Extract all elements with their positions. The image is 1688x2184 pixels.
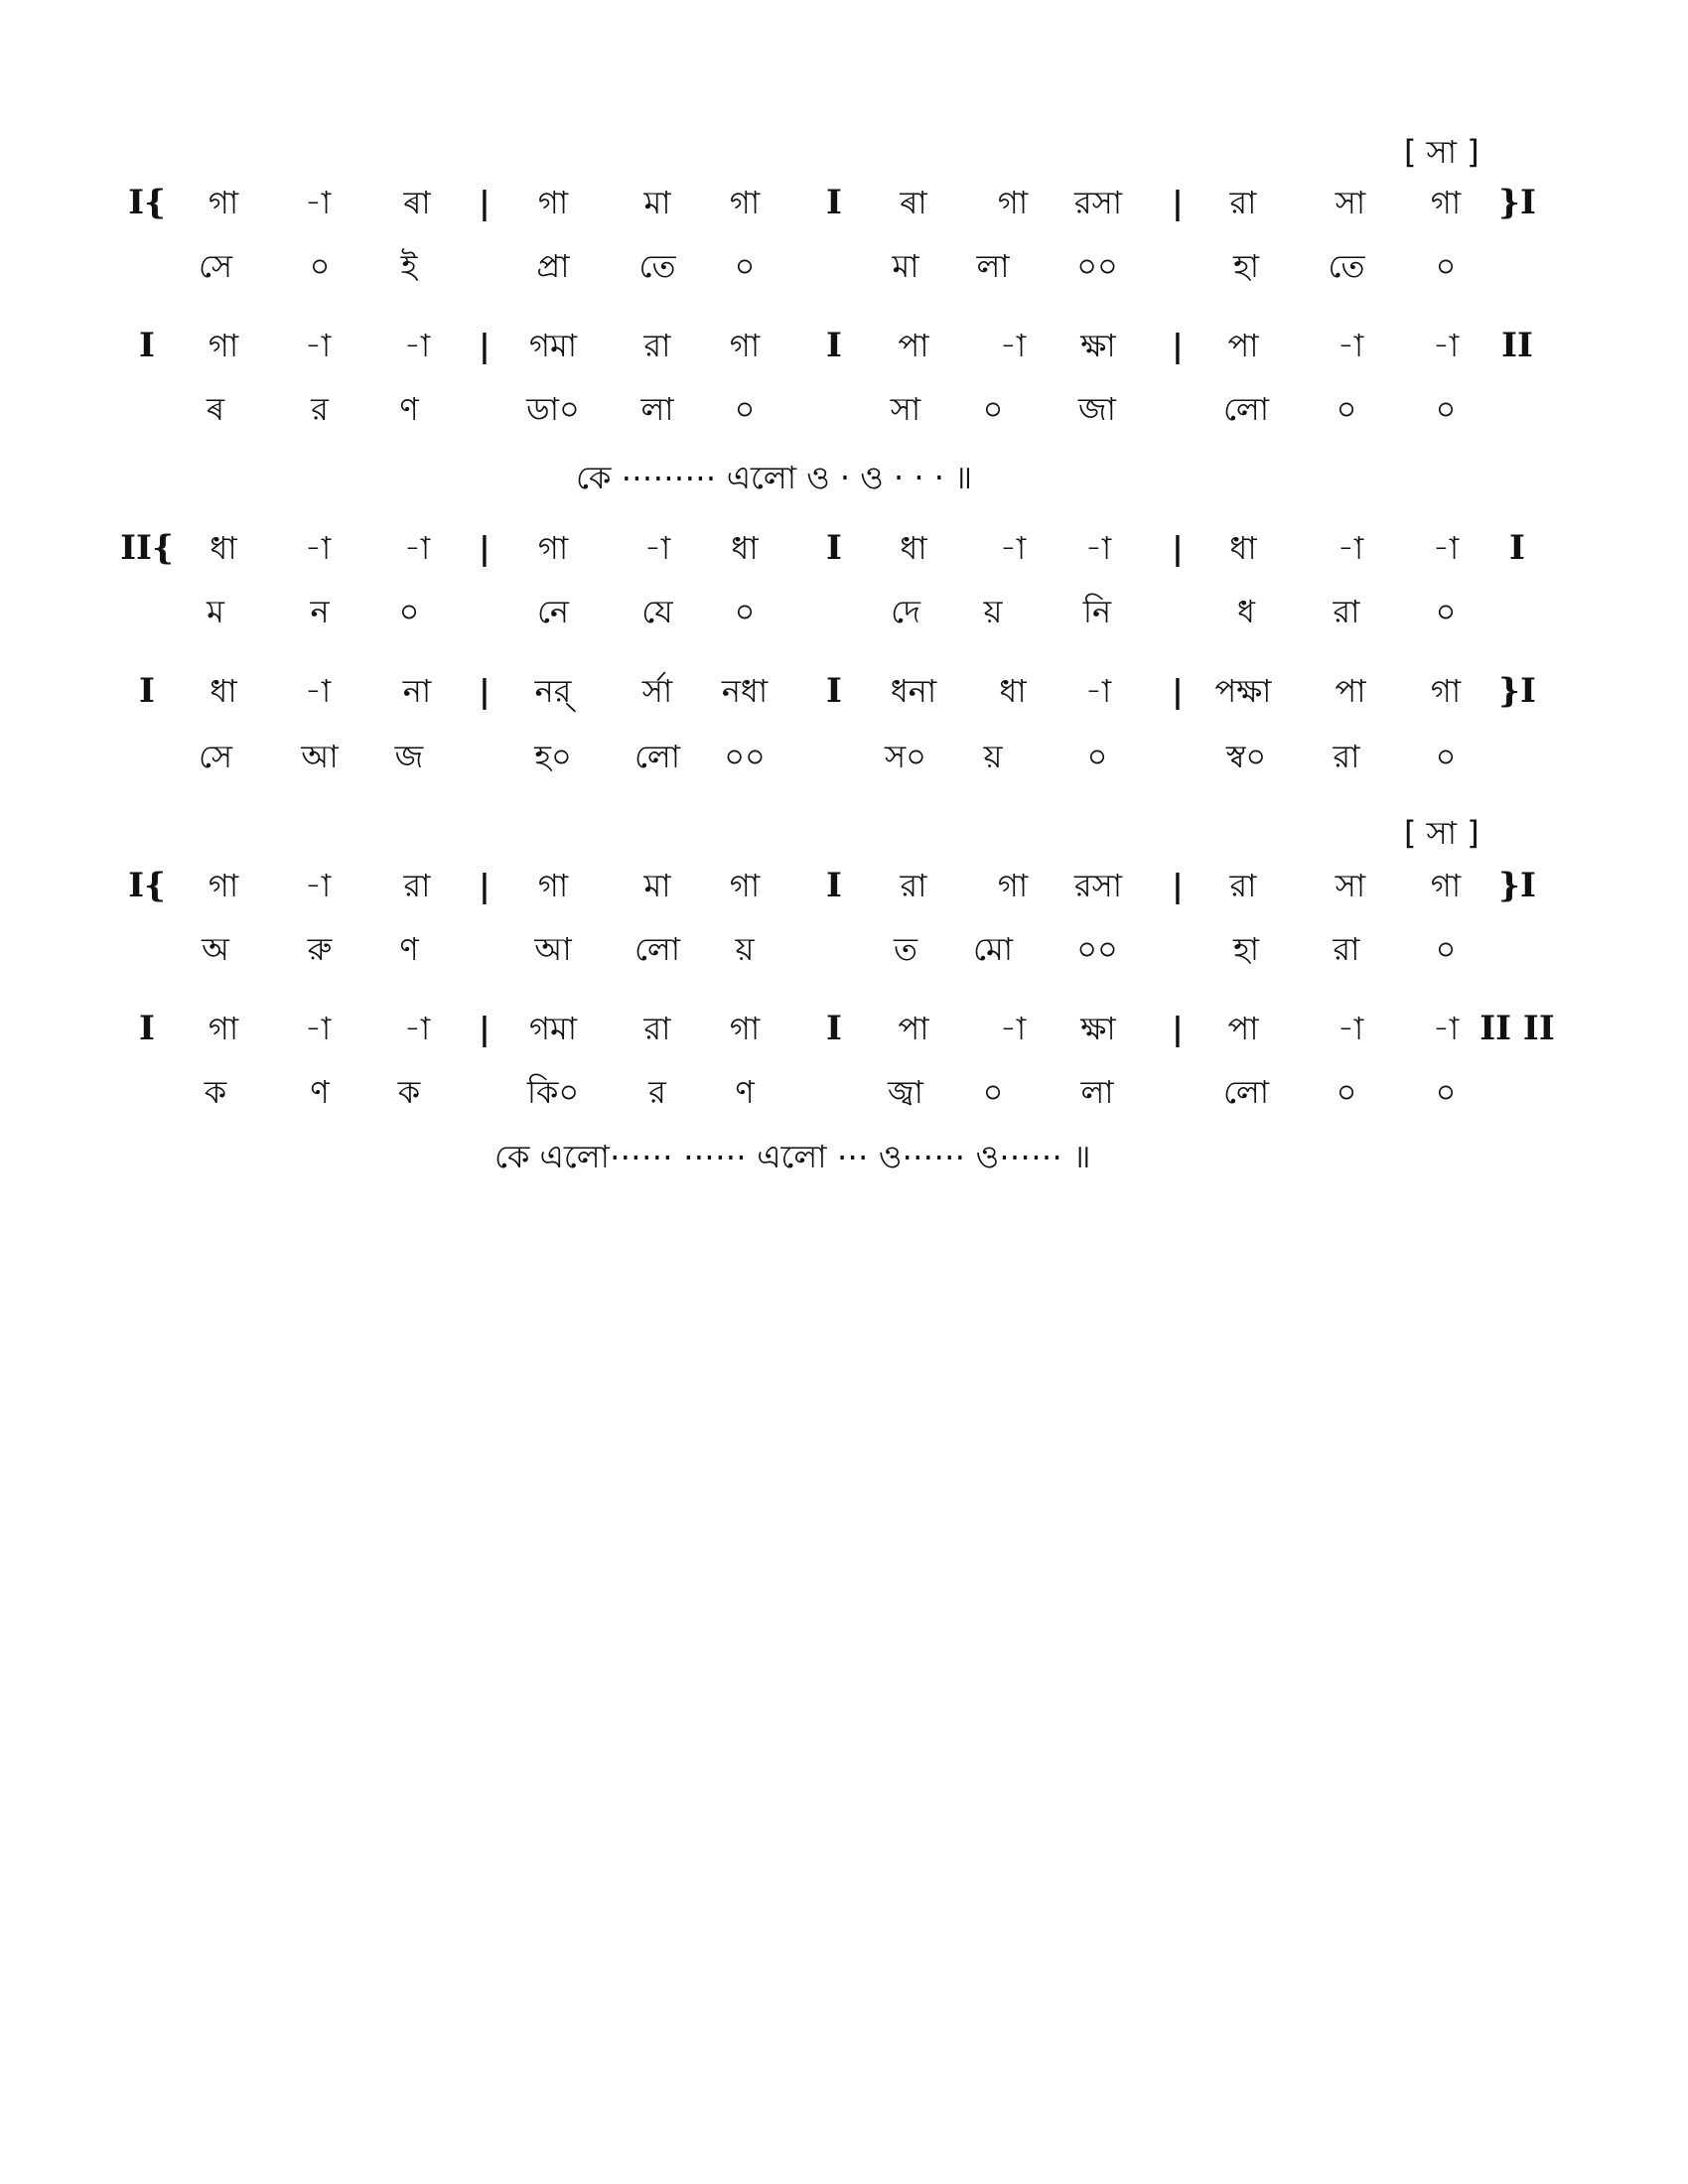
- lyric-syllable: লো: [633, 930, 681, 968]
- note-cell: -া: [999, 529, 1027, 567]
- note-cell: গা: [1430, 672, 1462, 710]
- lyric-syllable: লো: [633, 738, 681, 775]
- lyric-syllable: রু: [307, 930, 333, 968]
- lyric-syllable: দে: [891, 593, 920, 630]
- note-cell: ৰা: [900, 184, 927, 221]
- lyric-syllable: ০: [1435, 247, 1457, 285]
- lyric-syllable: ০: [1435, 390, 1457, 428]
- note-cell: র্সা: [641, 672, 673, 710]
- note-cell: -া: [1336, 529, 1364, 567]
- lyric-syllable: জ: [394, 738, 424, 775]
- lyric-syllable: ণ: [399, 930, 419, 968]
- note-cell: -া: [304, 184, 332, 221]
- lyric-syllable: ৰ: [206, 390, 225, 428]
- lyric-syllable: লা: [976, 247, 1010, 285]
- note-cell: মা: [643, 867, 671, 904]
- lyric-syllable: সে: [198, 738, 233, 775]
- note-cell: নর্: [534, 672, 572, 710]
- lyric-syllable: য়: [983, 738, 1003, 775]
- lyric-syllable: ০: [982, 390, 1004, 428]
- lyric-syllable: স০: [885, 738, 926, 775]
- section-bar: I{: [128, 866, 166, 905]
- lyric-syllable: আ: [534, 930, 572, 968]
- note-cell: -া: [403, 529, 431, 567]
- note-cell: রা: [1229, 184, 1257, 221]
- lyric-syllable: ডা০: [526, 390, 580, 428]
- note-cell: ধা: [731, 529, 759, 567]
- lyric-syllable: ০০: [724, 738, 766, 775]
- lyric-syllable: ণ: [735, 1073, 755, 1111]
- note-cell: -া: [304, 1010, 332, 1047]
- note-cell: পা: [1227, 327, 1259, 364]
- note-cell: না: [402, 672, 432, 710]
- lyric-syllable: হা: [1232, 930, 1260, 968]
- section-bar: }I: [1498, 671, 1536, 711]
- note-cell: সা: [1335, 184, 1366, 221]
- lyric-syllable: র: [311, 390, 329, 428]
- lyric-syllable: নে: [536, 593, 570, 630]
- lyric-syllable: রা: [1333, 930, 1360, 968]
- note-cell: গা: [997, 184, 1029, 221]
- note-cell: গা: [537, 867, 569, 904]
- refrain-line: কে ⋯⋯⋯ এলো ও · ও · · · ॥: [576, 459, 973, 496]
- note-cell: ধা: [210, 529, 237, 567]
- bar-line: |: [1172, 184, 1184, 221]
- lyric-syllable: ০: [1336, 390, 1357, 428]
- lyric-syllable: ম: [207, 593, 224, 630]
- note-cell: গা: [537, 184, 569, 221]
- note-cell: নধা: [721, 672, 769, 710]
- lyric-syllable: ০: [1435, 930, 1457, 968]
- lyric-syllable: তে: [638, 247, 676, 285]
- note-cell: -া: [1336, 1010, 1364, 1047]
- note-cell: -া: [304, 867, 332, 904]
- bar-line: |: [1172, 867, 1184, 904]
- note-cell: গা: [729, 1010, 761, 1047]
- note-cell: -া: [1432, 327, 1460, 364]
- lyric-syllable: ণ: [310, 1073, 330, 1111]
- note-cell: রা: [900, 867, 927, 904]
- lyric-syllable: তে: [1328, 247, 1365, 285]
- lyric-syllable: প্রা: [536, 247, 570, 285]
- section-bar: II{: [120, 528, 174, 568]
- lyric-syllable: ০: [734, 593, 756, 630]
- bar-line: |: [479, 1010, 491, 1047]
- note-cell: গা: [208, 867, 239, 904]
- note-cell: রা: [1229, 867, 1257, 904]
- note-cell: গা: [1430, 867, 1462, 904]
- lyric-syllable: লো: [1222, 390, 1270, 428]
- lyric-syllable: ত: [893, 930, 918, 968]
- note-cell: গা: [729, 327, 761, 364]
- note-cell: রসা: [1073, 867, 1123, 904]
- lyric-syllable: নি: [1082, 593, 1112, 630]
- lyric-syllable: সে: [198, 247, 233, 285]
- bar-line: |: [1172, 529, 1184, 567]
- lyric-syllable: লা: [1080, 1073, 1114, 1111]
- lyric-syllable: ই: [400, 247, 418, 285]
- lyric-syllable: ০: [1086, 738, 1108, 775]
- note-cell: পা: [898, 1010, 929, 1047]
- section-bar: I{: [128, 183, 166, 222]
- note-cell: -া: [643, 529, 671, 567]
- lyric-syllable: যে: [641, 593, 673, 630]
- lyric-syllable: সা: [890, 390, 921, 428]
- bar-line: |: [479, 327, 491, 364]
- lyric-syllable: অ: [202, 930, 229, 968]
- bar-line: |: [1172, 1010, 1184, 1047]
- note-cell: সা: [1335, 867, 1366, 904]
- lyric-syllable: লো: [1222, 1073, 1270, 1111]
- note-cell: পা: [1227, 1010, 1259, 1047]
- lyric-syllable: য়: [735, 930, 755, 968]
- bar-line: |: [1172, 327, 1184, 364]
- section-bar: I: [139, 1009, 155, 1048]
- lyric-syllable: ০: [1336, 1073, 1357, 1111]
- section-bar: I: [826, 183, 842, 222]
- note-cell: -া: [1432, 1010, 1460, 1047]
- section-bar: I: [139, 326, 155, 365]
- lyric-syllable: কি০: [526, 1073, 580, 1111]
- section-bar: I: [826, 528, 842, 568]
- note-cell: -া: [1084, 529, 1112, 567]
- note-cell: -া: [403, 327, 431, 364]
- note-cell: ধা: [900, 529, 927, 567]
- note-cell: -া: [999, 1010, 1027, 1047]
- section-bar: II II: [1479, 1009, 1555, 1048]
- note-cell: -া: [999, 327, 1027, 364]
- note-cell: রা: [643, 327, 671, 364]
- refrain-line: কে এলো⋯⋯ ⋯⋯ এলো ⋯ ও⋯⋯ ও⋯⋯ ॥: [494, 1138, 1091, 1175]
- lyric-syllable: ক: [397, 1073, 421, 1111]
- lyric-syllable: ০: [734, 390, 756, 428]
- lyric-syllable: ণ: [399, 390, 419, 428]
- bar-line: |: [479, 672, 491, 710]
- bar-line: |: [1172, 672, 1184, 710]
- lyric-syllable: মো: [972, 930, 1014, 968]
- note-cell: ধা: [999, 672, 1027, 710]
- note-cell: ধা: [1229, 529, 1257, 567]
- lyric-syllable: ০০: [1076, 247, 1118, 285]
- note-cell: ক্ষা: [1080, 327, 1116, 364]
- section-bar: I: [1509, 528, 1525, 568]
- note-cell: রা: [643, 1010, 671, 1047]
- note-cell: গা: [729, 867, 761, 904]
- lyric-syllable: রা: [1333, 593, 1360, 630]
- lyric-syllable: আ: [301, 738, 339, 775]
- note-cell: গা: [208, 327, 239, 364]
- note-cell: পক্ষা: [1214, 672, 1272, 710]
- lyric-syllable: ০০: [1076, 930, 1118, 968]
- note-cell: গমা: [528, 327, 578, 364]
- bar-line: |: [479, 529, 491, 567]
- note-cell: পা: [1335, 672, 1366, 710]
- note-cell: ক্ষা: [1080, 1010, 1116, 1047]
- lyric-syllable: ০: [1435, 593, 1457, 630]
- lyric-syllable: হ০: [534, 738, 572, 775]
- lyric-syllable: জা: [1078, 390, 1116, 428]
- note-cell: গা: [1430, 184, 1462, 221]
- section-bar: }I: [1498, 183, 1536, 222]
- bar-line: |: [479, 867, 491, 904]
- lyric-syllable: জ্বা: [888, 1073, 923, 1111]
- lyric-syllable: ০: [1435, 738, 1457, 775]
- note-cell: -া: [304, 529, 332, 567]
- lyric-syllable: ০: [734, 247, 756, 285]
- note-cell: ধা: [210, 672, 237, 710]
- lyric-syllable: রা: [1333, 738, 1360, 775]
- note-cell: -া: [304, 672, 332, 710]
- section-bar: I: [826, 1009, 842, 1048]
- sa-bracket: [ সা ]: [1404, 814, 1479, 852]
- note-cell: রসা: [1073, 184, 1123, 221]
- note-cell: -া: [1432, 529, 1460, 567]
- lyric-syllable: য়: [983, 593, 1003, 630]
- note-cell: গা: [208, 184, 239, 221]
- note-cell: -া: [1336, 327, 1364, 364]
- note-cell: রা: [403, 867, 431, 904]
- note-cell: -া: [304, 327, 332, 364]
- lyric-syllable: লা: [640, 390, 674, 428]
- note-cell: গা: [537, 529, 569, 567]
- note-cell: -া: [403, 1010, 431, 1047]
- section-bar: II: [1501, 326, 1533, 365]
- note-cell: পা: [898, 327, 929, 364]
- lyric-syllable: ক: [204, 1073, 227, 1111]
- lyric-syllable: ০: [398, 593, 420, 630]
- lyric-syllable: ধ: [1237, 593, 1255, 630]
- note-cell: -া: [1084, 672, 1112, 710]
- section-bar: I: [826, 866, 842, 905]
- lyric-syllable: হা: [1232, 247, 1260, 285]
- lyric-syllable: মা: [892, 247, 919, 285]
- note-cell: ৰা: [403, 184, 431, 221]
- lyric-syllable: স্ব০: [1225, 738, 1267, 775]
- note-cell: মা: [643, 184, 671, 221]
- section-bar: I: [139, 671, 155, 711]
- bar-line: |: [479, 184, 491, 221]
- note-cell: গা: [997, 867, 1029, 904]
- lyric-syllable: ০: [982, 1073, 1004, 1111]
- note-cell: গমা: [528, 1010, 578, 1047]
- lyric-syllable: ন: [310, 593, 330, 630]
- section-bar: I: [826, 326, 842, 365]
- note-cell: গা: [208, 1010, 239, 1047]
- lyric-syllable: ০: [309, 247, 331, 285]
- lyric-syllable: ০: [1435, 1073, 1457, 1111]
- note-cell: ধনা: [890, 672, 937, 710]
- note-cell: গা: [729, 184, 761, 221]
- sa-bracket: [ সা ]: [1404, 133, 1479, 171]
- section-bar: }I: [1498, 866, 1536, 905]
- section-bar: I: [826, 671, 842, 711]
- lyric-syllable: র: [648, 1073, 666, 1111]
